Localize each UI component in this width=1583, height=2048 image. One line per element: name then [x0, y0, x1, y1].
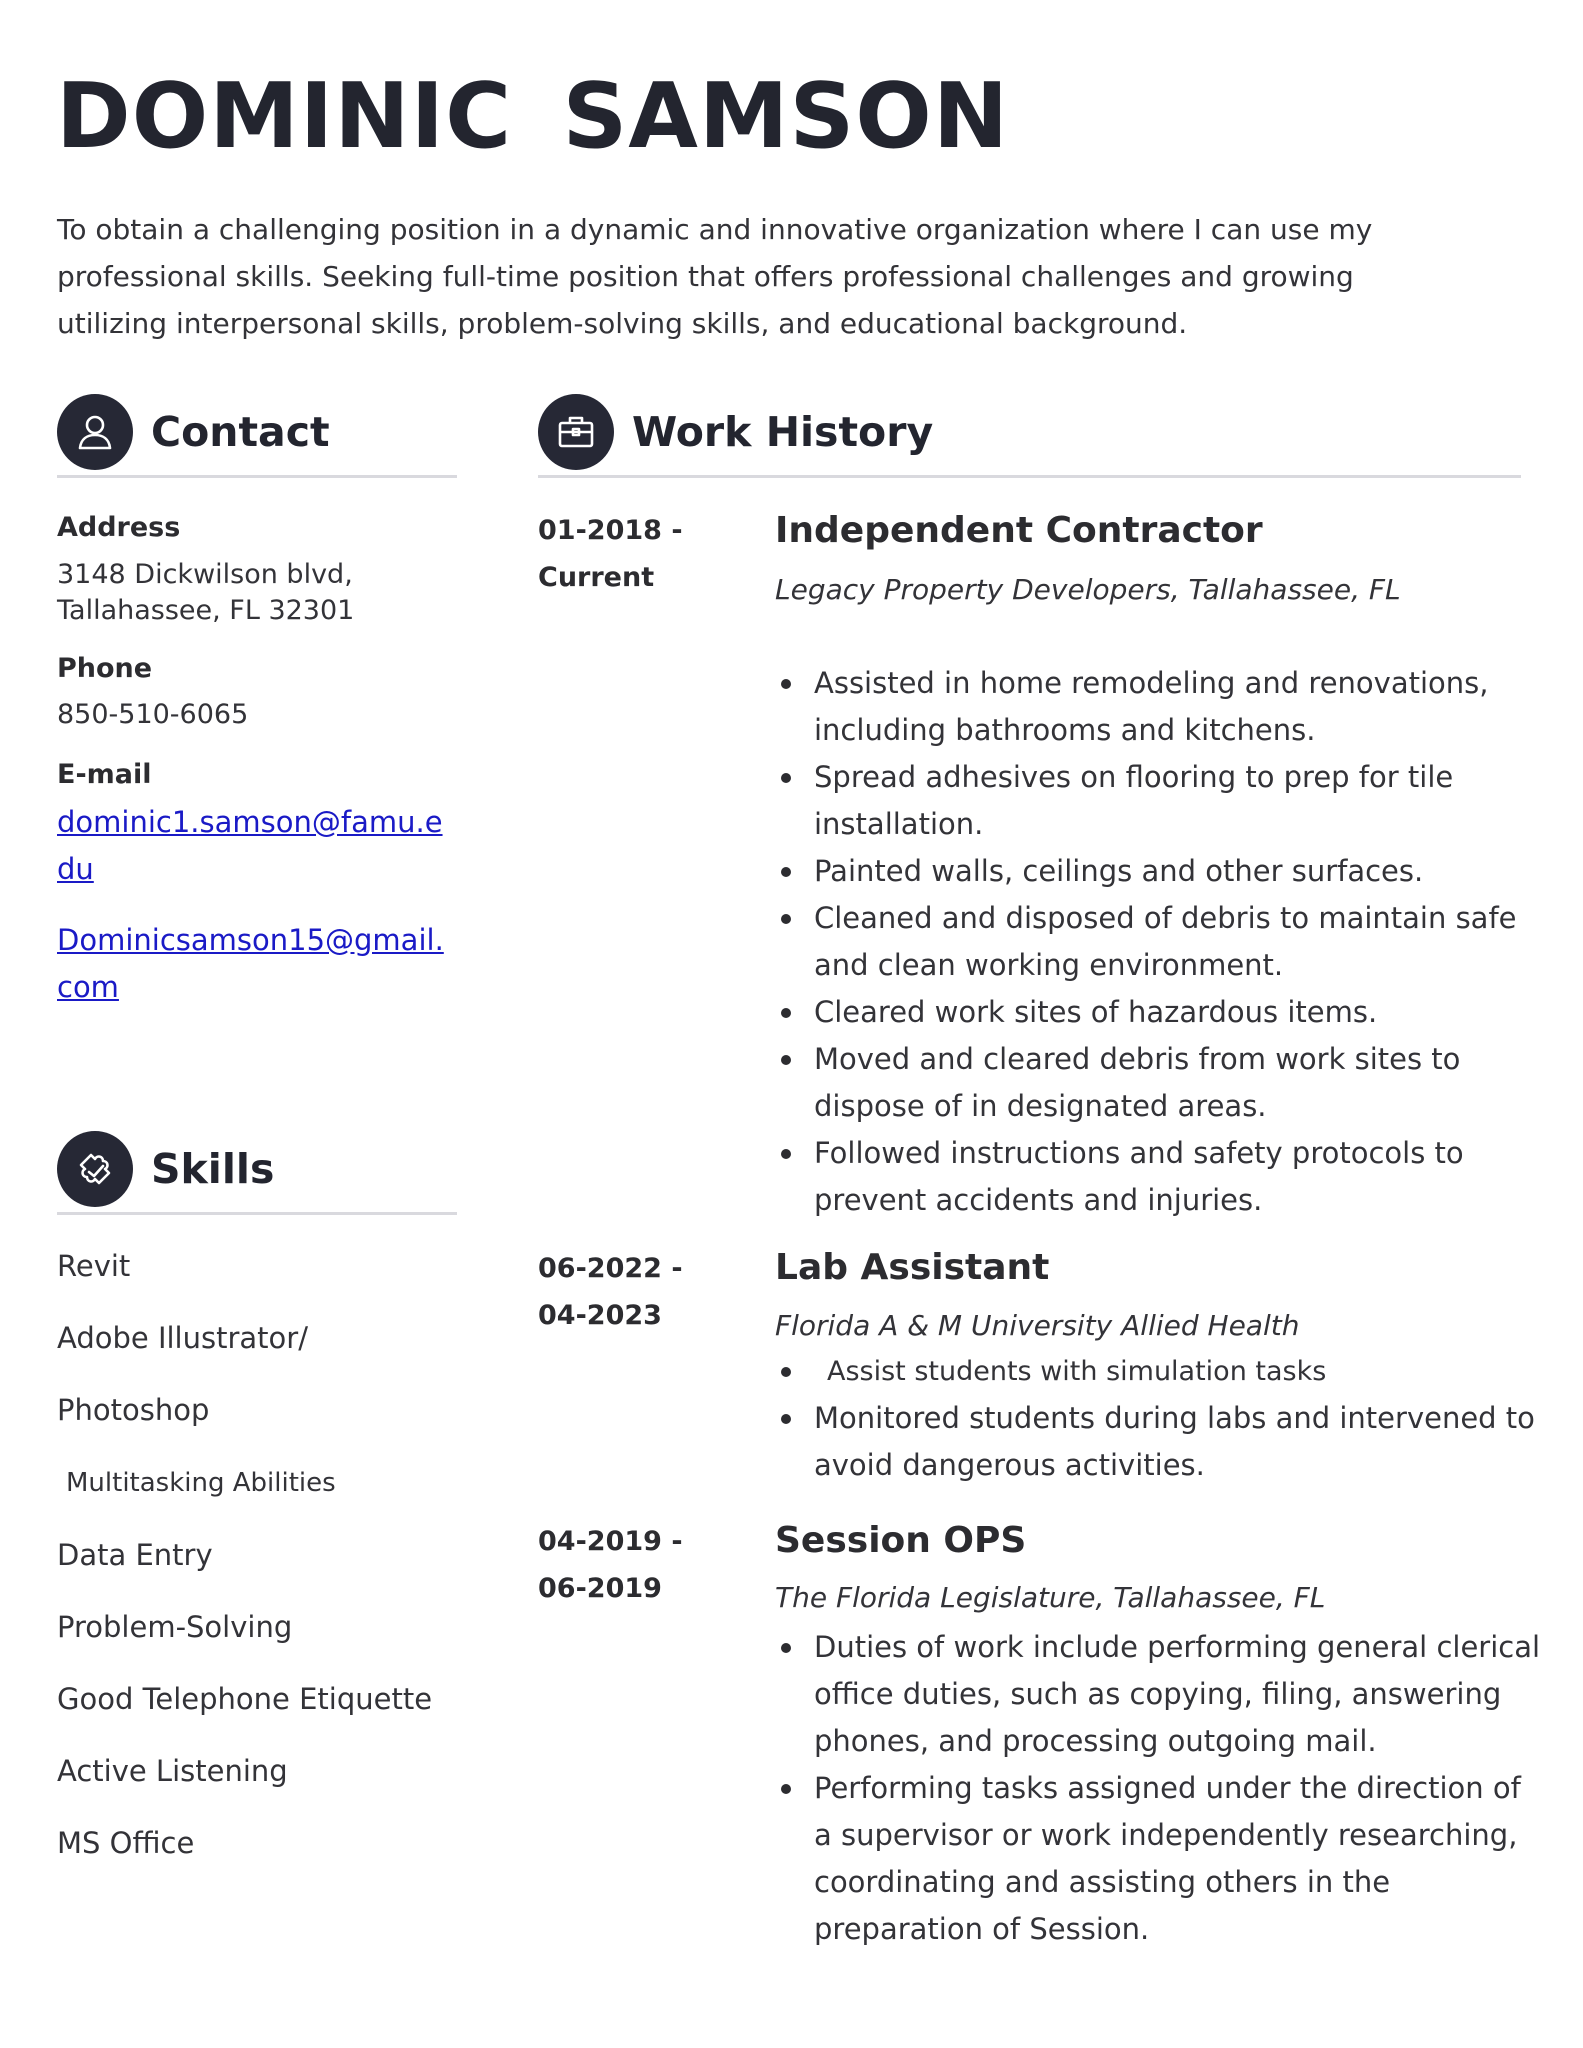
duty-item: Duties of work include performing general clerical office duties, such as copying, filing, answering phones, and processing outgoing mail.	[775, 1624, 1545, 1765]
skill-item: Good Telephone Etiquette	[57, 1682, 433, 1716]
skill-item: Photoshop	[57, 1393, 210, 1427]
address-label: Address	[57, 512, 181, 543]
skill-item: MS Office	[57, 1826, 195, 1860]
duty-item: Performing tasks assigned under the direction of a supervisor or work independently researching, coordinating and assisting others in the preparation of Session.	[775, 1765, 1545, 1953]
contact-heading	[57, 394, 457, 472]
email-link-primary[interactable]: dominic1.samson@famu.edu	[57, 805, 443, 886]
candidate-name: DOMINIC SAMSON	[56, 64, 1010, 169]
job-date-start: 06-2022 -	[538, 1253, 683, 1284]
work-history-divider	[538, 475, 1521, 478]
work-history-heading	[538, 394, 1521, 472]
work-history-title: Work History	[632, 408, 934, 456]
job-duties-list	[775, 1348, 1545, 1489]
contact-title: Contact	[151, 408, 330, 456]
job-date-start: 04-2019 -	[538, 1526, 683, 1557]
duty-item: Cleaned and disposed of debris to maintain safe and clean working environment.	[775, 895, 1545, 989]
puzzle-icon	[57, 1131, 133, 1207]
job-date-start: 01-2018 -	[538, 515, 683, 546]
skills-title: Skills	[151, 1145, 275, 1193]
job-company: Florida A & M University Allied Health	[775, 1309, 1300, 1342]
user-icon	[57, 394, 133, 470]
job-company: The Florida Legislature, Tallahassee, FL	[775, 1581, 1326, 1614]
duty-item: Painted walls, ceilings and other surfaces.	[775, 848, 1545, 895]
skills-divider	[57, 1212, 457, 1215]
job-company: Legacy Property Developers, Tallahassee, FL	[775, 573, 1401, 606]
email-label: E-mail	[57, 759, 152, 790]
skill-item: Data Entry	[57, 1538, 213, 1572]
job-title: Session OPS	[775, 1520, 1027, 1561]
skill-item: Problem-Solving	[57, 1610, 293, 1644]
duty-item: Monitored students during labs and intervened to avoid dangerous activities.	[775, 1395, 1545, 1489]
job-duties-list	[775, 1624, 1545, 1953]
phone-label: Phone	[57, 653, 153, 684]
phone-value: 850-510-6065	[57, 699, 249, 730]
duty-item: Cleared work sites of hazardous items.	[775, 989, 1545, 1036]
skill-item: Active Listening	[57, 1754, 288, 1788]
job-duties-list	[775, 660, 1545, 1224]
contact-divider	[57, 475, 457, 478]
duty-item: Assist students with simulation tasks	[775, 1348, 1545, 1395]
job-date-end: 06-2019	[538, 1573, 662, 1604]
address-value: 3148 Dickwilson blvd, Tallahassee, FL 32301	[57, 559, 355, 626]
skills-heading	[57, 1131, 457, 1209]
duty-item: Spread adhesives on flooring to prep for tile installation.	[775, 754, 1545, 848]
job-title: Independent Contractor	[775, 510, 1263, 551]
duty-item: Assisted in home remodeling and renovations, including bathrooms and kitchens.	[775, 660, 1545, 754]
skill-item: Multitasking Abilities	[66, 1468, 336, 1498]
job-date-end: 04-2023	[538, 1300, 662, 1331]
duty-item: Moved and cleared debris from work sites to dispose of in designated areas.	[775, 1036, 1545, 1130]
duty-item: Followed instructions and safety protocols to prevent accidents and injuries.	[775, 1130, 1545, 1224]
job-date-end: Current	[538, 562, 655, 593]
job-title: Lab Assistant	[775, 1247, 1050, 1288]
objective-summary: To obtain a challenging position in a dynamic and innovative organization where I can use my professional skills. Seeking full-time position that offers professional challenges and growing utilizing interpersonal skills, problem-solving skills, and educational background.	[57, 213, 1373, 340]
skill-item: Revit	[57, 1249, 131, 1283]
skill-item: Adobe Illustrator/	[57, 1321, 308, 1355]
briefcase-icon	[538, 394, 614, 470]
email-link-secondary[interactable]: Dominicsamson15@gmail.com	[57, 923, 444, 1004]
